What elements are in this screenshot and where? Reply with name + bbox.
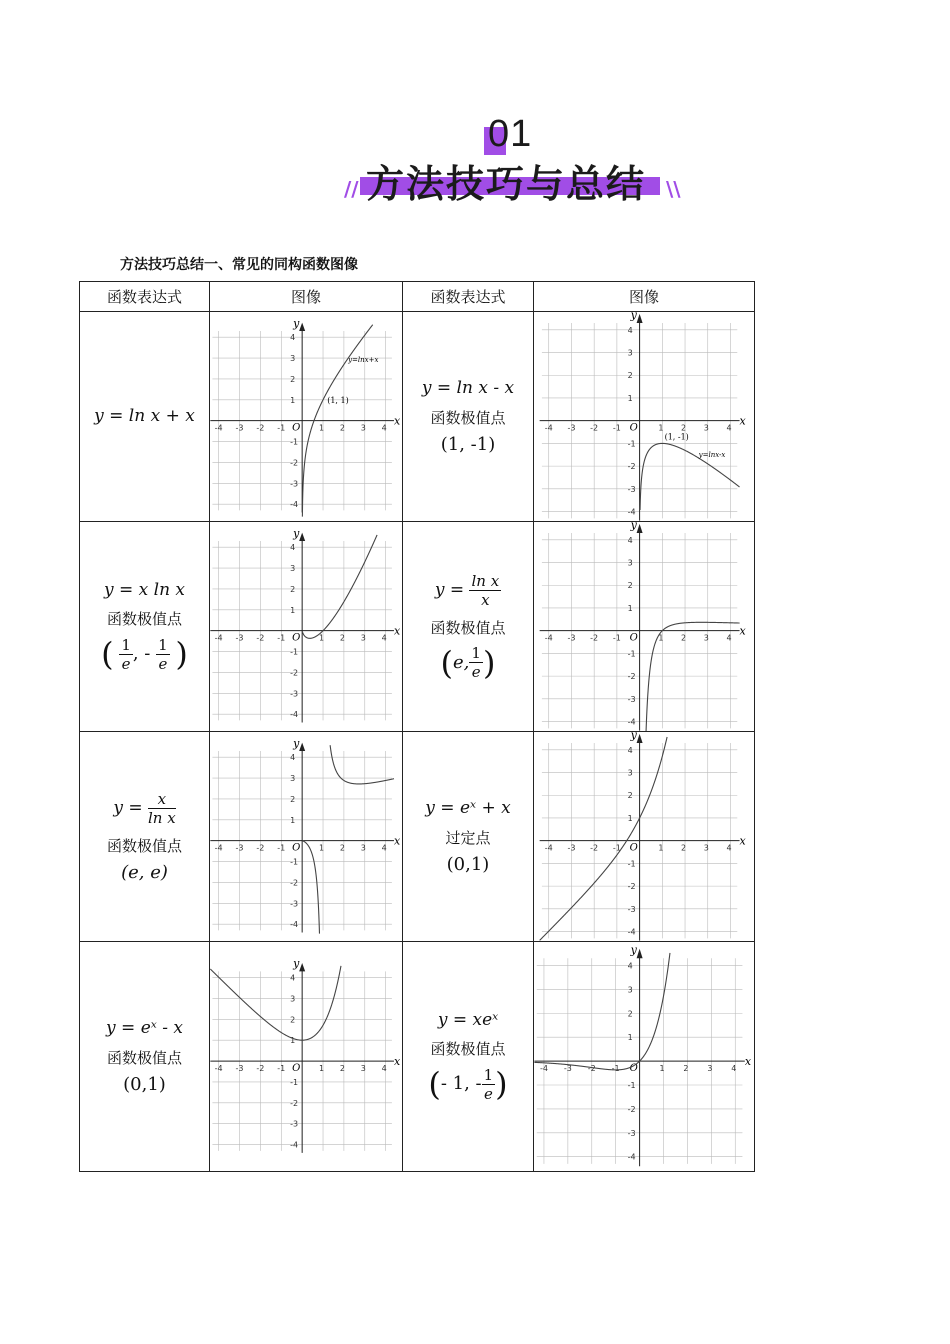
y-tick-label: 4 — [290, 333, 296, 343]
y-tick-label: -3 — [627, 484, 636, 494]
y-tick-label: 3 — [290, 994, 296, 1004]
function-curve — [302, 745, 394, 934]
y-tick-label: 4 — [290, 973, 296, 983]
frac-den: e — [158, 654, 168, 673]
header-expr-2: 函数表达式 — [403, 282, 534, 312]
graph-lnx-over-x — [534, 522, 754, 731]
extreme-label: 函数极值点 — [106, 837, 182, 855]
frac-den: e — [483, 1084, 493, 1103]
y-tick-label: -3 — [627, 904, 636, 914]
x-axis-label: x — [393, 1055, 401, 1069]
cell-graph — [534, 942, 755, 1172]
x-tick-label: 1 — [658, 633, 664, 643]
frac-num: ln x — [471, 571, 500, 590]
y-tick-label: -1 — [627, 859, 636, 869]
header-img-2: 图像 — [534, 282, 755, 312]
x-tick-label: 1 — [659, 1064, 665, 1074]
origin-label: O — [292, 632, 301, 644]
x-tick-label: -4 — [544, 423, 553, 433]
x-tick-label: 3 — [703, 423, 709, 433]
extreme-label: 函数极值点 — [106, 1048, 182, 1067]
y-arrow — [299, 963, 305, 971]
fixed-point-label: 过定点 — [445, 828, 491, 847]
graph-xlnx — [210, 522, 402, 731]
y-tick-label: -2 — [290, 668, 299, 678]
x-tick-label: 1 — [319, 1064, 325, 1074]
x-tick-label: -1 — [277, 843, 286, 853]
x-tick-label: 3 — [707, 1064, 713, 1074]
cell-graph — [210, 942, 403, 1172]
cell-expr — [403, 522, 534, 732]
graph-ex-plus-x — [534, 732, 754, 941]
point-x: e, — [453, 651, 470, 673]
x-tick-label: -2 — [590, 423, 599, 433]
x-axis-label: x — [393, 414, 401, 428]
fixed-point: (0,1) — [446, 853, 490, 875]
x-tick-label: 3 — [360, 843, 366, 853]
y-tick-label: -3 — [290, 1119, 299, 1129]
extreme-label: 函数极值点 — [106, 610, 182, 629]
y-tick-label: -3 — [627, 1128, 636, 1138]
x-tick-label: -3 — [563, 1064, 572, 1074]
x-tick-label: 3 — [360, 1064, 366, 1074]
y-tick-label: -1 — [290, 857, 299, 867]
y-tick-label: 1 — [627, 603, 633, 613]
y-tick-label: -4 — [627, 927, 636, 937]
y-tick-label: 4 — [627, 325, 633, 335]
origin-label: O — [629, 1063, 638, 1075]
extreme-label: 函数极值点 — [430, 408, 506, 427]
y-arrow — [299, 743, 305, 751]
frac-num: 1 — [483, 1065, 494, 1084]
y-arrow — [637, 314, 643, 323]
x-tick-label: 4 — [731, 1064, 737, 1074]
extreme-label: 函数极值点 — [430, 618, 506, 637]
section-banner — [0, 105, 950, 215]
cell-expr — [403, 312, 534, 522]
x-tick-label: 4 — [381, 633, 387, 643]
y-tick-label: 3 — [627, 348, 633, 358]
expression: y = eˣ + x — [425, 798, 511, 819]
graph-x-over-lnx — [210, 732, 402, 941]
frac-den: e — [121, 654, 131, 673]
y-tick-label: 1 — [627, 393, 633, 403]
y-tick-label: 3 — [290, 774, 296, 784]
x-tick-label: 1 — [319, 633, 325, 643]
extreme-point: (1, -1) — [440, 433, 496, 455]
cell-expr — [403, 942, 534, 1172]
origin-label: O — [292, 842, 301, 854]
x-tick-label: 2 — [683, 1064, 689, 1074]
x-tick-label: 2 — [339, 1064, 345, 1074]
y-tick-label: 4 — [627, 745, 633, 755]
x-tick-label: 4 — [381, 843, 387, 853]
frac-num: x — [148, 790, 176, 809]
graph-ex-minus-x — [210, 942, 402, 1171]
extreme-label: 函数极值点 — [430, 1040, 506, 1059]
x-tick-label: -3 — [235, 843, 244, 853]
extreme-point: (- 1, - $\frac{1}{e}$ ) — [428, 1065, 508, 1104]
extreme-point: ( $\frac{1}{e}$ , - $\frac{1}{e}$ ) — [101, 635, 188, 674]
y-axis-label: y — [293, 957, 300, 971]
y-tick-label: -4 — [627, 507, 636, 517]
x-axis-label: x — [739, 624, 746, 638]
y-tick-label: 1 — [290, 815, 296, 825]
frac-den: x — [481, 590, 490, 609]
cell-expr — [80, 522, 210, 732]
x-tick-label: 3 — [360, 423, 366, 433]
x-tick-label: -3 — [235, 1064, 244, 1074]
x-tick-label: -2 — [590, 843, 599, 853]
x-tick-label: -2 — [256, 843, 265, 853]
y-tick-label: 2 — [290, 374, 296, 384]
cell-graph — [534, 732, 755, 942]
origin-label: O — [629, 842, 638, 854]
frac-num: 1 — [158, 635, 168, 654]
function-curve — [534, 953, 670, 1070]
x-tick-label: -4 — [539, 1064, 548, 1074]
cell-graph — [210, 312, 403, 522]
x-axis-label: x — [393, 834, 401, 848]
y-axis-label: y — [630, 312, 637, 322]
cell-expr — [80, 312, 210, 522]
y-tick-label: 3 — [627, 985, 633, 995]
y-axis-label: y — [293, 526, 300, 540]
y-tick-label: 2 — [627, 791, 633, 801]
x-tick-label: 3 — [703, 843, 709, 853]
y-tick-label: -4 — [290, 500, 299, 510]
y-axis-label: y — [293, 736, 300, 750]
y-arrow — [637, 949, 643, 959]
expression: y = eˣ - x — [106, 1018, 183, 1039]
cell-expr — [80, 942, 210, 1172]
y-tick-label: 1 — [290, 395, 296, 405]
y-tick-label: 2 — [627, 371, 633, 381]
function-curve — [540, 737, 667, 940]
slash-decoration-right: \\ — [666, 177, 681, 201]
section-title: 方法技巧与总结 — [366, 162, 647, 206]
y-tick-label: 2 — [290, 584, 296, 594]
function-curve — [210, 966, 341, 1040]
frac-num: 1 — [121, 635, 131, 654]
origin-label: O — [292, 422, 301, 434]
x-tick-label: 4 — [726, 843, 732, 853]
graph-lnx-plus-x — [210, 312, 402, 521]
y-tick-label: 3 — [627, 558, 633, 568]
x-tick-label: -2 — [587, 1064, 596, 1074]
x-tick-label: 2 — [339, 423, 345, 433]
expression: y = ln x - x — [421, 378, 515, 399]
function-table — [79, 281, 755, 1172]
y-tick-label: 2 — [627, 581, 633, 591]
origin-label: O — [629, 632, 638, 644]
y-tick-label: 3 — [290, 354, 296, 364]
point-x: - 1, - — [440, 1073, 482, 1095]
y-tick-label: -2 — [627, 882, 636, 892]
origin-label: O — [629, 422, 638, 434]
x-tick-label: 1 — [658, 423, 664, 433]
cell-expr — [403, 732, 534, 942]
slash-decoration-left: // — [344, 177, 359, 201]
x-tick-label: 3 — [360, 633, 366, 643]
graph-xex — [534, 942, 754, 1171]
y-tick-label: -1 — [290, 437, 299, 447]
x-tick-label: -3 — [235, 423, 244, 433]
y-axis-label: y — [630, 522, 637, 532]
y-tick-label: -2 — [627, 1104, 636, 1114]
x-tick-label: -1 — [277, 1064, 286, 1074]
expression: y = x ln x — [103, 579, 186, 600]
y-tick-label: 1 — [627, 1033, 633, 1043]
expr-lhs: y = — [113, 798, 143, 818]
x-tick-label: 1 — [319, 843, 325, 853]
y-tick-label: 2 — [627, 1009, 633, 1019]
frac-den: ln x — [147, 809, 176, 827]
y-axis-label: y — [630, 943, 637, 957]
x-tick-label: 2 — [681, 633, 687, 643]
y-tick-label: -3 — [290, 689, 299, 699]
x-tick-label: 4 — [726, 633, 732, 643]
y-arrow — [299, 323, 305, 331]
x-tick-label: -1 — [277, 423, 286, 433]
frac-num: 1 — [471, 644, 481, 662]
function-curve — [302, 535, 377, 638]
y-arrow — [299, 533, 305, 541]
x-tick-label: -2 — [256, 423, 265, 433]
cell-graph — [210, 522, 403, 732]
point-annotation: (1, -1) — [664, 432, 689, 442]
expression: y = xeˣ — [437, 1009, 499, 1030]
expression — [80, 790, 209, 827]
x-tick-label: 4 — [381, 1064, 387, 1074]
y-arrow — [637, 734, 643, 743]
section-number: 01 — [488, 113, 533, 155]
x-tick-label: -4 — [214, 633, 223, 643]
x-tick-label: -4 — [214, 423, 223, 433]
x-tick-label: 2 — [339, 633, 345, 643]
x-tick-label: -4 — [214, 843, 223, 853]
x-axis-label: x — [393, 624, 401, 638]
y-tick-label: -2 — [627, 462, 636, 472]
x-tick-label: 2 — [339, 843, 345, 853]
y-tick-label: -1 — [627, 649, 636, 659]
y-tick-label: 4 — [627, 535, 633, 545]
header-expr-1: 函数表达式 — [80, 282, 210, 312]
x-tick-label: 1 — [319, 423, 325, 433]
y-tick-label: -3 — [627, 694, 636, 704]
expression — [403, 572, 533, 609]
x-tick-label: -4 — [544, 843, 553, 853]
y-tick-label: -4 — [290, 710, 299, 720]
cell-graph — [534, 312, 755, 522]
y-tick-label: 1 — [290, 1036, 296, 1046]
expression: y = ln x + x — [94, 406, 195, 427]
y-tick-label: -2 — [290, 878, 299, 888]
x-tick-label: -3 — [235, 633, 244, 643]
x-axis-label: x — [744, 1055, 752, 1069]
header-img-1: 图像 — [210, 282, 403, 312]
extreme-point: (e, e) — [121, 862, 168, 883]
y-tick-label: -4 — [290, 1140, 299, 1150]
curve-label: y=lnx+x — [348, 356, 379, 365]
x-tick-label: 3 — [703, 633, 709, 643]
y-tick-label: -3 — [290, 899, 299, 909]
y-tick-label: -1 — [290, 647, 299, 657]
y-tick-label: 4 — [290, 753, 296, 763]
y-tick-label: 4 — [290, 543, 296, 553]
y-tick-label: -4 — [627, 717, 636, 727]
x-tick-label: -1 — [611, 1064, 620, 1074]
x-tick-label: -1 — [612, 423, 621, 433]
x-tick-label: -1 — [277, 633, 286, 643]
y-axis-label: y — [293, 316, 300, 330]
y-tick-label: 1 — [290, 605, 296, 615]
x-tick-label: 2 — [681, 843, 687, 853]
x-tick-label: -3 — [567, 423, 576, 433]
x-tick-label: -3 — [567, 633, 576, 643]
origin-label: O — [292, 1063, 301, 1075]
x-tick-label: 1 — [658, 843, 664, 853]
y-tick-label: 2 — [290, 794, 296, 804]
y-tick-label: 3 — [290, 564, 296, 574]
x-tick-label: -1 — [612, 843, 621, 853]
y-tick-label: -3 — [290, 479, 299, 489]
y-tick-label: -2 — [290, 458, 299, 468]
point-annotation: (1, 1) — [327, 395, 349, 405]
cell-graph — [210, 732, 403, 942]
y-tick-label: -4 — [290, 920, 299, 930]
x-tick-label: 4 — [381, 423, 387, 433]
cell-graph — [534, 522, 755, 732]
x-tick-label: -4 — [214, 1064, 223, 1074]
x-tick-label: -4 — [544, 633, 553, 643]
separator: , - — [132, 643, 151, 665]
y-tick-label: -1 — [627, 1080, 636, 1090]
x-tick-label: -2 — [256, 1064, 265, 1074]
expr-lhs: y = — [434, 579, 465, 600]
x-tick-label: 4 — [726, 423, 732, 433]
curve-label: y=lnx-x — [698, 450, 726, 459]
x-tick-label: -3 — [567, 843, 576, 853]
x-axis-label: x — [739, 414, 746, 428]
y-tick-label: -2 — [290, 1098, 299, 1108]
graph-lnx-minus-x — [534, 312, 754, 521]
y-tick-label: 3 — [627, 768, 633, 778]
frac-den: e — [471, 663, 481, 681]
y-tick-label: 2 — [290, 1015, 296, 1025]
y-tick-label: -4 — [627, 1152, 636, 1162]
y-tick-label: -1 — [627, 439, 636, 449]
cell-expr — [80, 732, 210, 942]
extreme-point: (0,1) — [123, 1073, 166, 1095]
y-tick-label: -2 — [627, 672, 636, 682]
x-tick-label: -1 — [612, 633, 621, 643]
y-tick-label: 1 — [627, 813, 633, 823]
y-tick-label: -1 — [290, 1077, 299, 1087]
x-tick-label: -2 — [590, 633, 599, 643]
y-axis-label: y — [630, 732, 637, 742]
x-tick-label: -2 — [256, 633, 265, 643]
y-tick-label: 4 — [627, 961, 633, 971]
x-tick-label: 2 — [681, 423, 687, 433]
subtitle: 方法技巧总结一、常见的同构函数图像 — [120, 257, 358, 273]
y-arrow — [637, 524, 643, 533]
x-axis-label: x — [739, 834, 746, 848]
extreme-point: (e, $\frac{1}{e}$ ) — [440, 643, 496, 682]
